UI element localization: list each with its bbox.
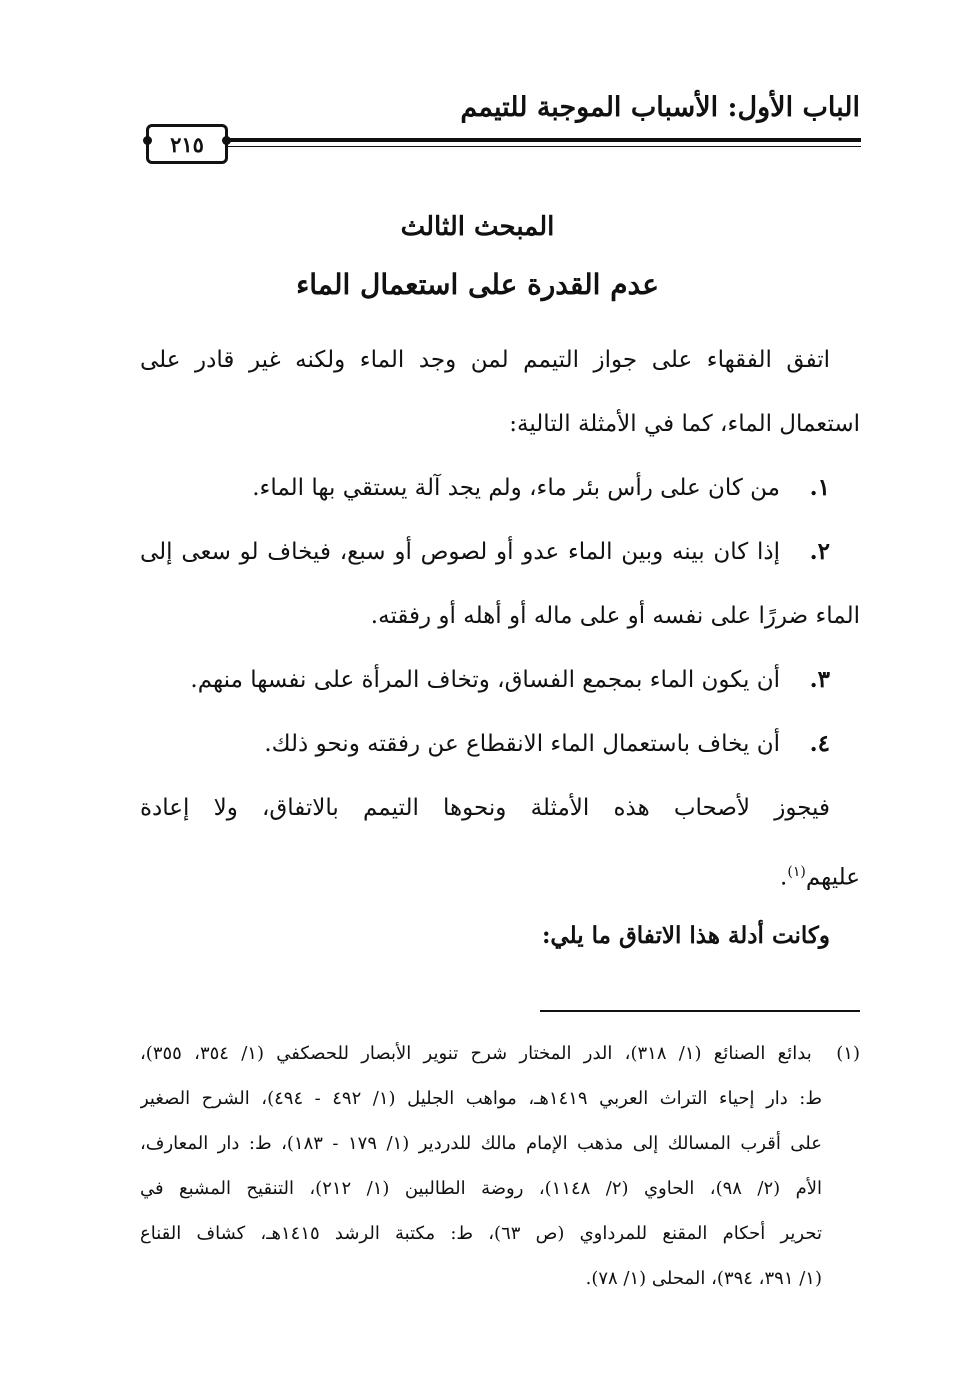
conclusion-line-1: فيجوز لأصحاب هذه الأمثلة ونحوها التيمم بالاتفاق، ولا إعادة [140, 795, 830, 821]
list-item-number: ٢. [809, 538, 830, 565]
running-header-title: الباب الأول: الأسباب الموجبة للتيمم [460, 92, 860, 123]
list-item-text: إذا كان بينه وبين الماء عدو أو لصوص أو سبع، فيخاف لو سعى إلى [140, 539, 780, 565]
list-item-4 [140, 722, 860, 786]
intro-paragraph-line-1: اتفق الفقهاء على جواز التيمم لمن وجد الماء ولكنه غير قادر على [140, 347, 830, 373]
intro-paragraph-line-2: استعمال الماء، كما في الأمثلة التالية: [509, 411, 860, 437]
footnote-line-3: على أقرب المسالك إلى مذهب الإمام مالك للدردير (١/ ١٧٩ - ١٨٣)، ط: دار المعارف، [140, 1133, 823, 1154]
list-item-1 [140, 466, 860, 530]
list-item-2-continuation: الماء ضررًا على نفسه أو على ماله أو أهله أو رفقته. [370, 603, 860, 629]
page-number-badge [146, 124, 228, 164]
footnote-line-4: الأم (٢/ ٩٨)، الحاوي (٢/ ١١٤٨)، روضة الطالبين (١/ ٢١٢)، التنقيح المشبع في [140, 1178, 822, 1199]
footnote-marker: (١) [836, 1043, 860, 1064]
footnote-line-5: تحرير أحكام المقنع للمرداوي (ص ٦٣)، ط: مكتبة الرشد ١٤١٥هـ، كشاف القناع [140, 1223, 822, 1244]
footnote-line-6: (١/ ٣٩١، ٣٩٤)، المحلى (١/ ٧٨). [585, 1268, 822, 1289]
page-number: ٢١٥ [170, 131, 204, 157]
footnotes [140, 1038, 860, 1308]
body-text [140, 338, 860, 978]
conclusion-end: . [780, 864, 788, 891]
list-item-text: أن يخاف باستعمال الماء الانقطاع عن رفقته ونحو ذلك. [264, 731, 780, 757]
footnote-separator [540, 1010, 860, 1012]
header-rule-thin [150, 146, 861, 147]
list-item-number: ١. [809, 474, 830, 501]
conclusion-text: عليهم [805, 864, 860, 891]
footnote-line-2: ط: دار إحياء التراث العربي ١٤١٩هـ، مواهب الجليل (١/ ٤٩٢ - ٤٩٤)، الشرح الصغير [140, 1088, 823, 1109]
footnote-reference: (١) [787, 864, 806, 880]
list-item-2 [140, 530, 860, 594]
header-rule-thick [150, 138, 861, 142]
evidence-intro: وكانت أدلة هذا الاتفاق ما يلي: [541, 922, 830, 949]
section-heading: المبحث الثالث [400, 212, 555, 242]
list-item-3 [140, 658, 860, 722]
footnote-line-1 [140, 1038, 860, 1083]
list-item-text: من كان على رأس بئر ماء، ولم يجد آلة يستقي بها الماء. [252, 475, 780, 501]
list-item-number: ٣. [809, 666, 830, 693]
footnote-text: بدائع الصنائع (١/ ٣١٨)، الدر المختار شرح تنوير الأبصار للحصكفي (١/ ٣٥٤، ٣٥٥)، [140, 1043, 812, 1064]
conclusion-line-2 [140, 850, 860, 914]
section-title: عدم القدرة على استعمال الماء [296, 268, 659, 301]
list-item-number: ٤. [809, 730, 830, 757]
list-item-text: أن يكون الماء بمجمع الفساق، وتخاف المرأة على نفسها منهم. [190, 667, 780, 693]
